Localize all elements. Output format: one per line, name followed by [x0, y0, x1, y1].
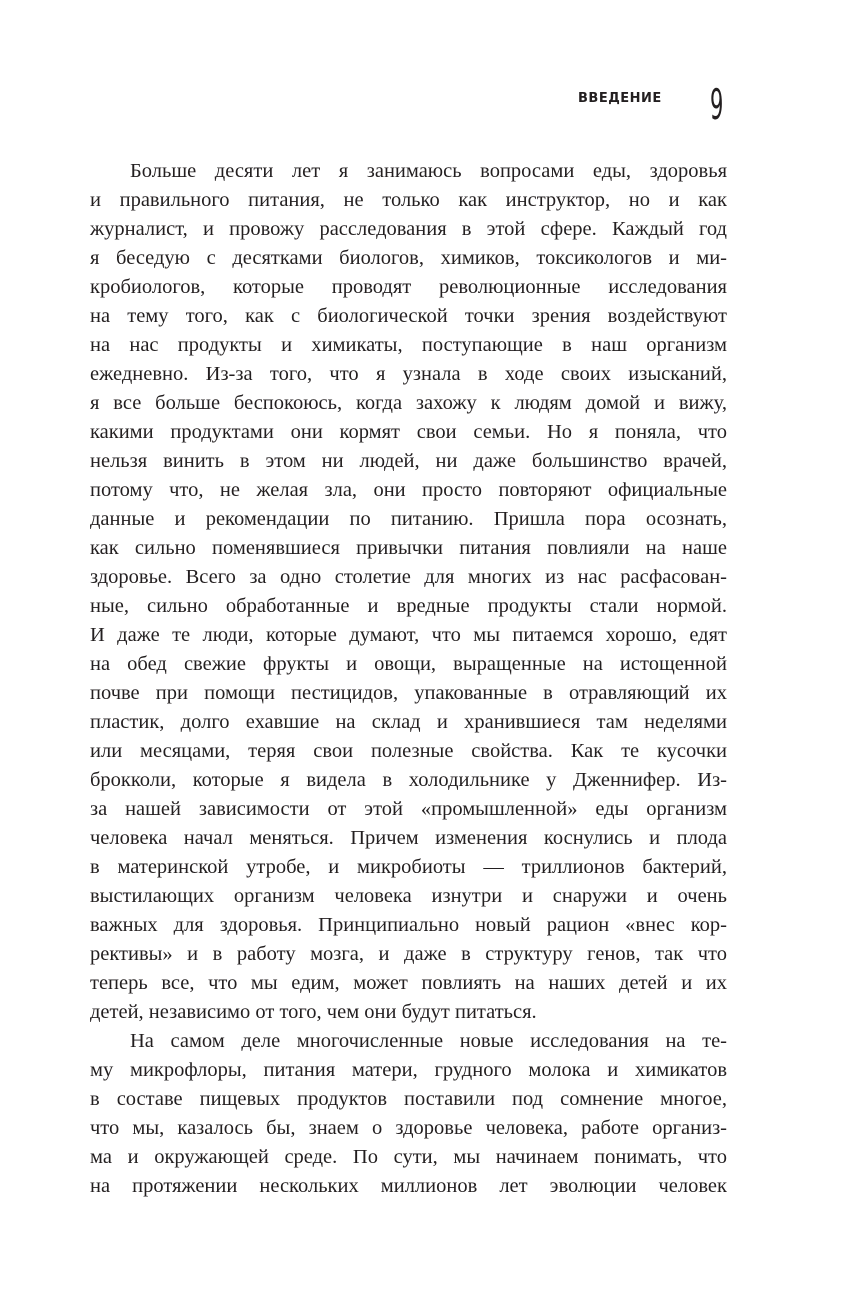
- text-line: на нас продукты и химикаты, поступающие в наш организм: [90, 334, 727, 356]
- text-line: брокколи, которые я видела в холодильнике у Дженнифер. Из-: [90, 769, 727, 791]
- text-line: человека начал меняться. Причем изменения коснулись и плода: [90, 827, 727, 849]
- body-text: [90, 157, 727, 1201]
- text-line: за нашей зависимости от этой «промышленной» еды организм: [90, 798, 727, 820]
- text-line: или месяцами, теряя свои полезные свойства. Как те кусочки: [90, 740, 727, 762]
- text-line: И даже те люди, которые думают, что мы питаемся хорошо, едят: [90, 624, 727, 646]
- text-line: журналист, и провожу расследования в этой сфере. Каждый год: [90, 218, 727, 240]
- text-line: здоровье. Всего за одно столетие для многих из нас расфасован-: [90, 566, 727, 588]
- text-line: на тему того, как с биологической точки зрения воздействуют: [90, 305, 727, 327]
- text-line: му микрофлоры, питания матери, грудного молока и химикатов: [90, 1059, 727, 1081]
- text-line: ные, сильно обработанные и вредные продукты стали нормой.: [90, 595, 727, 617]
- text-line: почве при помощи пестицидов, упакованные в отравляющий их: [90, 682, 727, 704]
- text-line: и правильного питания, не только как инструктор, но и как: [90, 189, 727, 211]
- paragraph: [90, 1027, 727, 1201]
- text-line: рективы» и в работу мозга, и даже в структуру генов, так что: [90, 943, 727, 965]
- text-line: на обед свежие фрукты и овощи, выращенные на истощенной: [90, 653, 727, 675]
- text-line: я беседую с десятками биологов, химиков, токсикологов и ми-: [90, 247, 727, 269]
- text-line: Больше десяти лет я занимаюсь вопросами еды, здоровья: [130, 160, 727, 182]
- text-line: какими продуктами они кормят свои семьи. Но я поняла, что: [90, 421, 727, 443]
- page-number: 9: [710, 80, 724, 129]
- text-line: что мы, казалось бы, знаем о здоровье человека, работе организ-: [90, 1117, 727, 1139]
- text-line: На самом деле многочисленные новые исследования на те-: [130, 1030, 727, 1052]
- text-line: в составе пищевых продуктов поставили под сомнение многое,: [90, 1088, 727, 1110]
- text-line: я все больше беспокоюсь, когда захожу к людям домой и вижу,: [90, 392, 727, 414]
- text-line: на протяжении нескольких миллионов лет эволюции человек: [90, 1175, 727, 1197]
- text-line: нельзя винить в этом ни людей, ни даже большинство врачей,: [90, 450, 727, 472]
- text-line: в материнской утробе, и микробиоты — триллионов бактерий,: [90, 856, 727, 878]
- text-line: важных для здоровья. Принципиально новый рацион «внес кор-: [90, 914, 727, 936]
- paragraph: [90, 157, 727, 1027]
- text-line: теперь все, что мы едим, может повлиять на наших детей и их: [90, 972, 727, 994]
- text-line: данные и рекомендации по питанию. Пришла пора осознать,: [90, 508, 727, 530]
- text-line: кробиологов, которые проводят революционные исследования: [90, 276, 727, 298]
- text-line: как сильно поменявшиеся привычки питания повлияли на наше: [90, 537, 727, 559]
- text-line: детей, независимо от того, чем они будут питаться.: [90, 1001, 537, 1023]
- text-line: ежедневно. Из-за того, что я узнала в ходе своих изысканий,: [90, 363, 727, 385]
- text-line: ма и окружающей среде. По сути, мы начинаем понимать, что: [90, 1146, 727, 1168]
- running-head: ВВЕДЕНИЕ: [578, 91, 662, 106]
- text-line: пластик, долго ехавшие на склад и хранившиеся там неделями: [90, 711, 727, 733]
- text-line: потому что, не желая зла, они просто повторяют официальные: [90, 479, 727, 501]
- text-line: выстилающих организм человека изнутри и снаружи и очень: [90, 885, 727, 907]
